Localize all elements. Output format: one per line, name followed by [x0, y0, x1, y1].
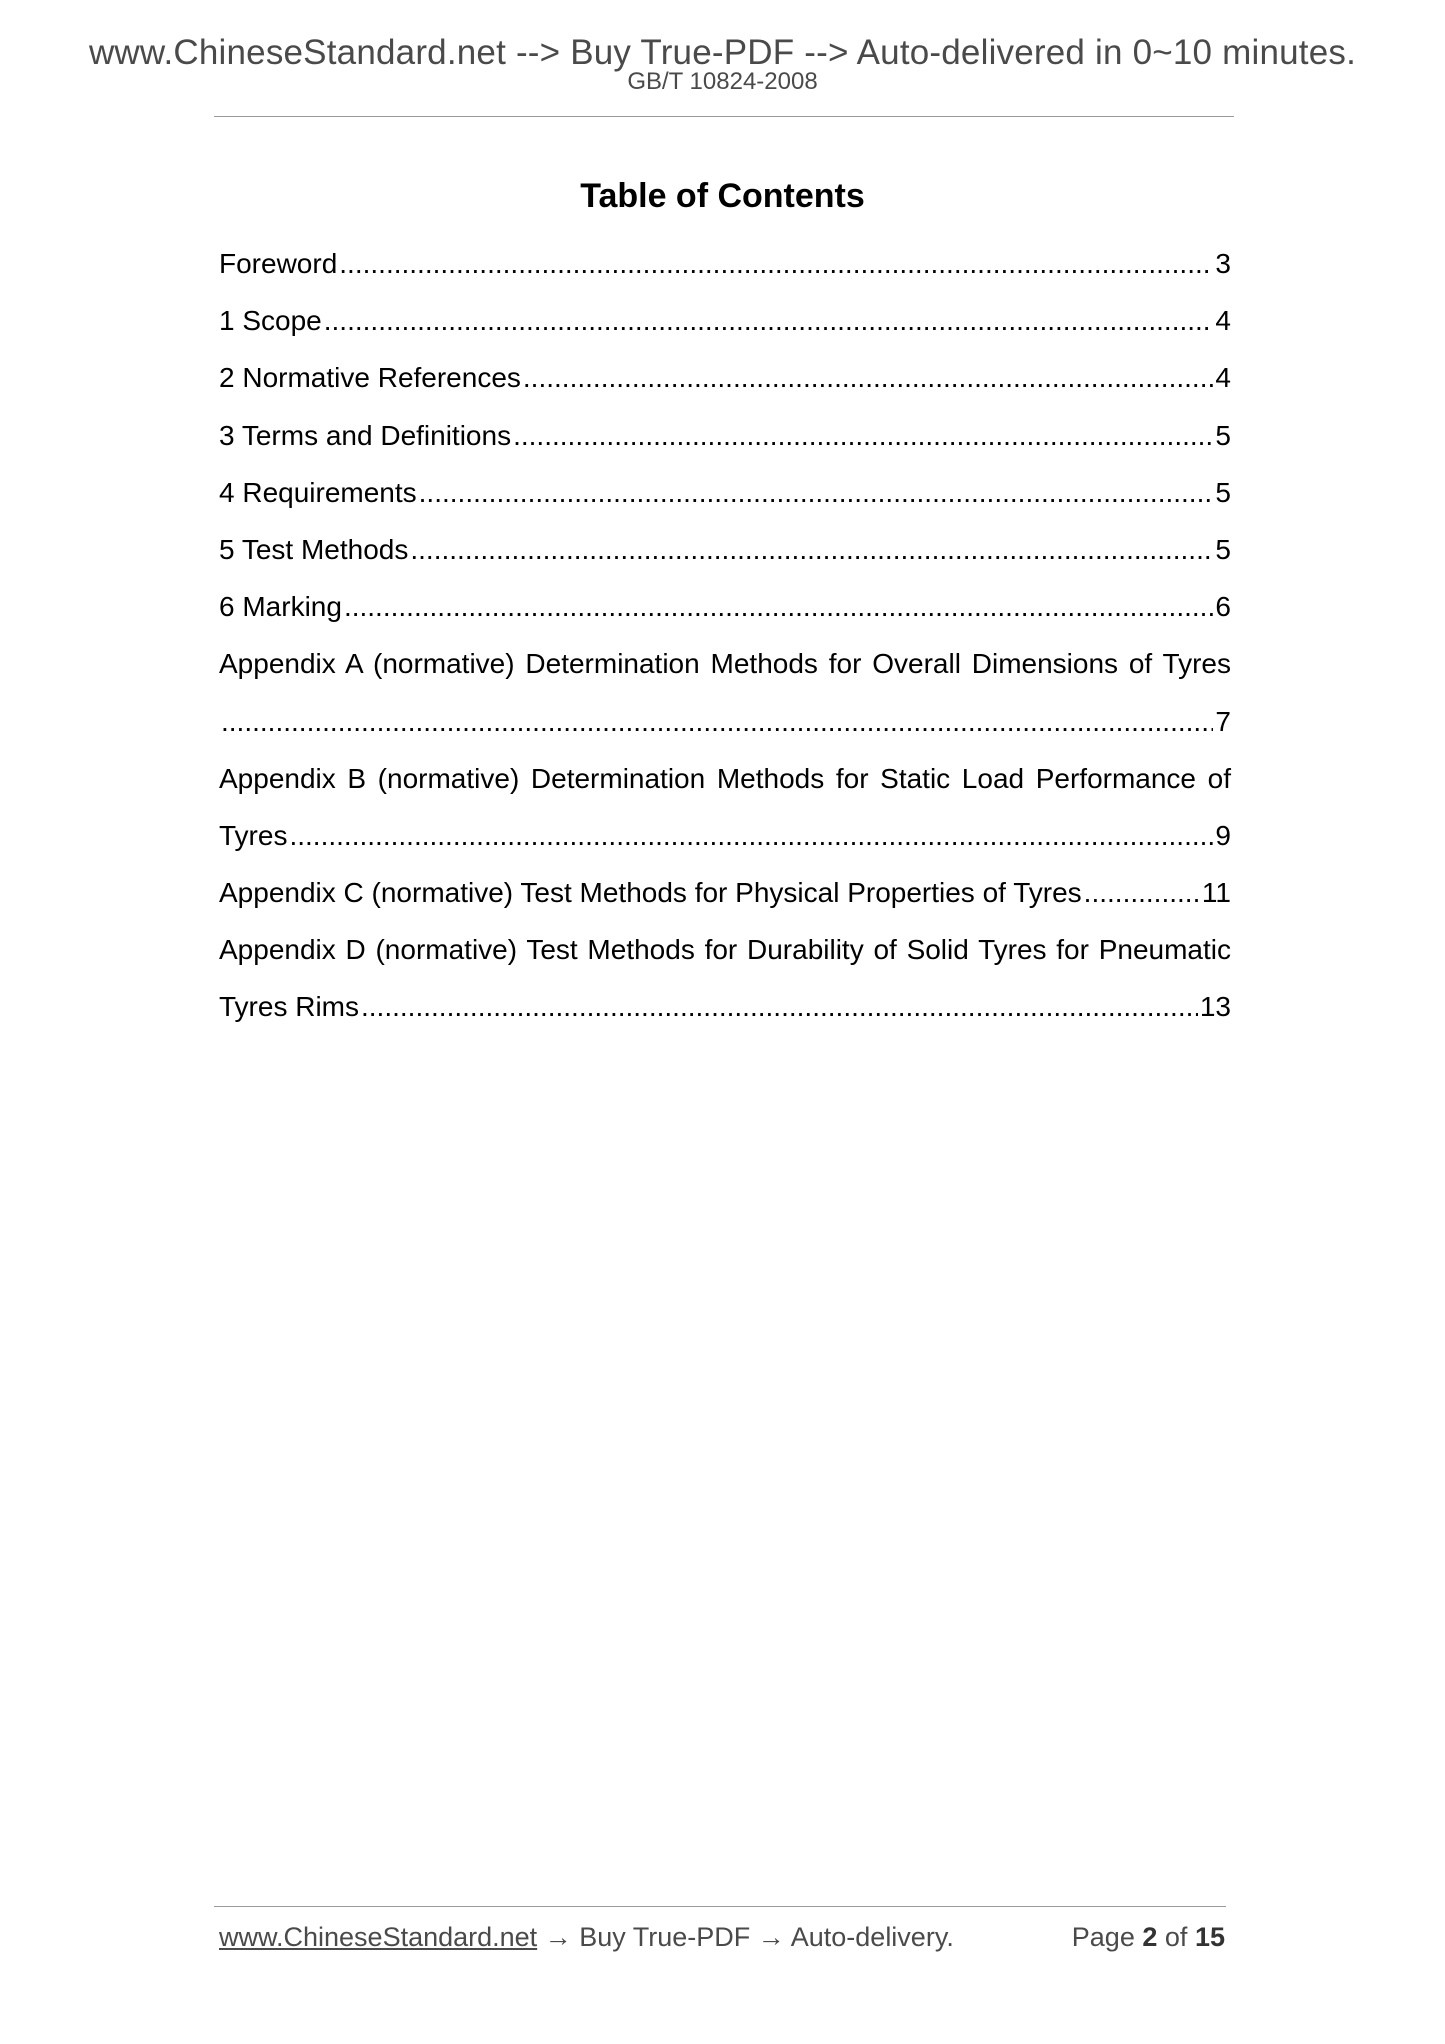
dot-leader	[324, 299, 1214, 343]
toc-entry-title: 1 Scope	[219, 305, 322, 337]
toc-entry-scope[interactable]	[219, 299, 1231, 356]
toc-entry-page: 3	[1215, 248, 1231, 279]
toc-entry-title: Tyres Rims	[219, 991, 359, 1023]
toc-entry-appendix-d-line2[interactable]	[219, 985, 1231, 1042]
toc-entry-appendix-a-line1[interactable]: Appendix A (normative) Determination Methods for Overall Dimensions of Tyres	[219, 648, 1231, 680]
toc-entry-page: 7	[1215, 705, 1231, 737]
footer-tagline: → Buy True-PDF → Auto-delivery.	[537, 1922, 954, 1952]
toc-entry-appendix-d-line1[interactable]: Appendix D (normative) Test Methods for Durability of Solid Tyres for Pneumatic	[219, 934, 1231, 966]
toc-entry-page: 4	[1215, 362, 1231, 394]
toc-entry-normative-references[interactable]	[219, 356, 1231, 413]
toc-entry-title: 3 Terms and Definitions	[219, 419, 512, 451]
toc-entry-page: 6	[1215, 591, 1231, 623]
dot-leader	[1084, 871, 1200, 915]
footer-site-link[interactable]: www.ChineseStandard.net	[219, 1922, 538, 1952]
dot-leader	[289, 814, 1213, 858]
table-of-contents	[219, 242, 1231, 1043]
toc-entry-test-methods[interactable]	[219, 528, 1231, 585]
toc-title: Table of Contents	[580, 177, 865, 215]
toc-entry-page: 5	[1215, 533, 1231, 565]
page-label: Page	[1071, 1922, 1135, 1952]
toc-entry-title: 2 Normative References	[219, 362, 521, 394]
footer-divider	[214, 1906, 1226, 1907]
toc-entry-requirements[interactable]	[219, 471, 1231, 528]
dot-leader	[344, 585, 1213, 629]
toc-entry-page: 5	[1215, 476, 1231, 508]
toc-entry-title: Appendix C (normative) Test Methods for Physical Properties of Tyres	[219, 877, 1082, 909]
toc-entry-appendix-b-line2[interactable]	[219, 814, 1231, 871]
document-code: GB/T 10824-2008	[627, 68, 818, 95]
page-current: 2	[1142, 1922, 1158, 1952]
toc-entry-title: 4 Requirements	[219, 476, 417, 508]
toc-entry-title: Tyres	[219, 819, 288, 851]
dot-leader	[410, 528, 1213, 572]
footer-left	[219, 1920, 954, 1954]
toc-entry-foreword[interactable]	[219, 242, 1231, 299]
toc-entry-title: 5 Test Methods	[219, 533, 409, 565]
page-of-label: of	[1164, 1922, 1188, 1952]
dot-leader	[419, 471, 1214, 515]
toc-entry-page: 4	[1215, 305, 1231, 337]
dot-leader	[513, 414, 1213, 458]
toc-entry-appendix-c[interactable]	[219, 871, 1231, 928]
toc-entry-appendix-a-line2[interactable]	[219, 700, 1231, 757]
dot-leader	[361, 985, 1198, 1029]
dot-leader	[339, 242, 1213, 286]
toc-entry-page: 11	[1201, 877, 1231, 909]
toc-entry-title: Foreword	[219, 248, 338, 279]
page-indicator	[1072, 1920, 1225, 1954]
top-banner: www.ChineseStandard.net --> Buy True-PDF --> Auto-delivered in 0~10 minutes.	[88, 33, 1357, 72]
toc-entry-page: 9	[1215, 819, 1231, 851]
page-total: 15	[1194, 1922, 1225, 1952]
dot-leader	[221, 700, 1213, 744]
dot-leader	[523, 356, 1214, 400]
header-divider	[214, 116, 1234, 117]
toc-entry-page: 5	[1215, 419, 1231, 451]
toc-entry-terms-definitions[interactable]	[219, 414, 1231, 471]
toc-entry-page: 13	[1199, 991, 1231, 1023]
toc-entry-appendix-b-line1[interactable]: Appendix B (normative) Determination Methods for Static Load Performance of	[219, 762, 1231, 794]
toc-entry-marking[interactable]	[219, 585, 1231, 642]
toc-entry-title: 6 Marking	[219, 591, 342, 623]
